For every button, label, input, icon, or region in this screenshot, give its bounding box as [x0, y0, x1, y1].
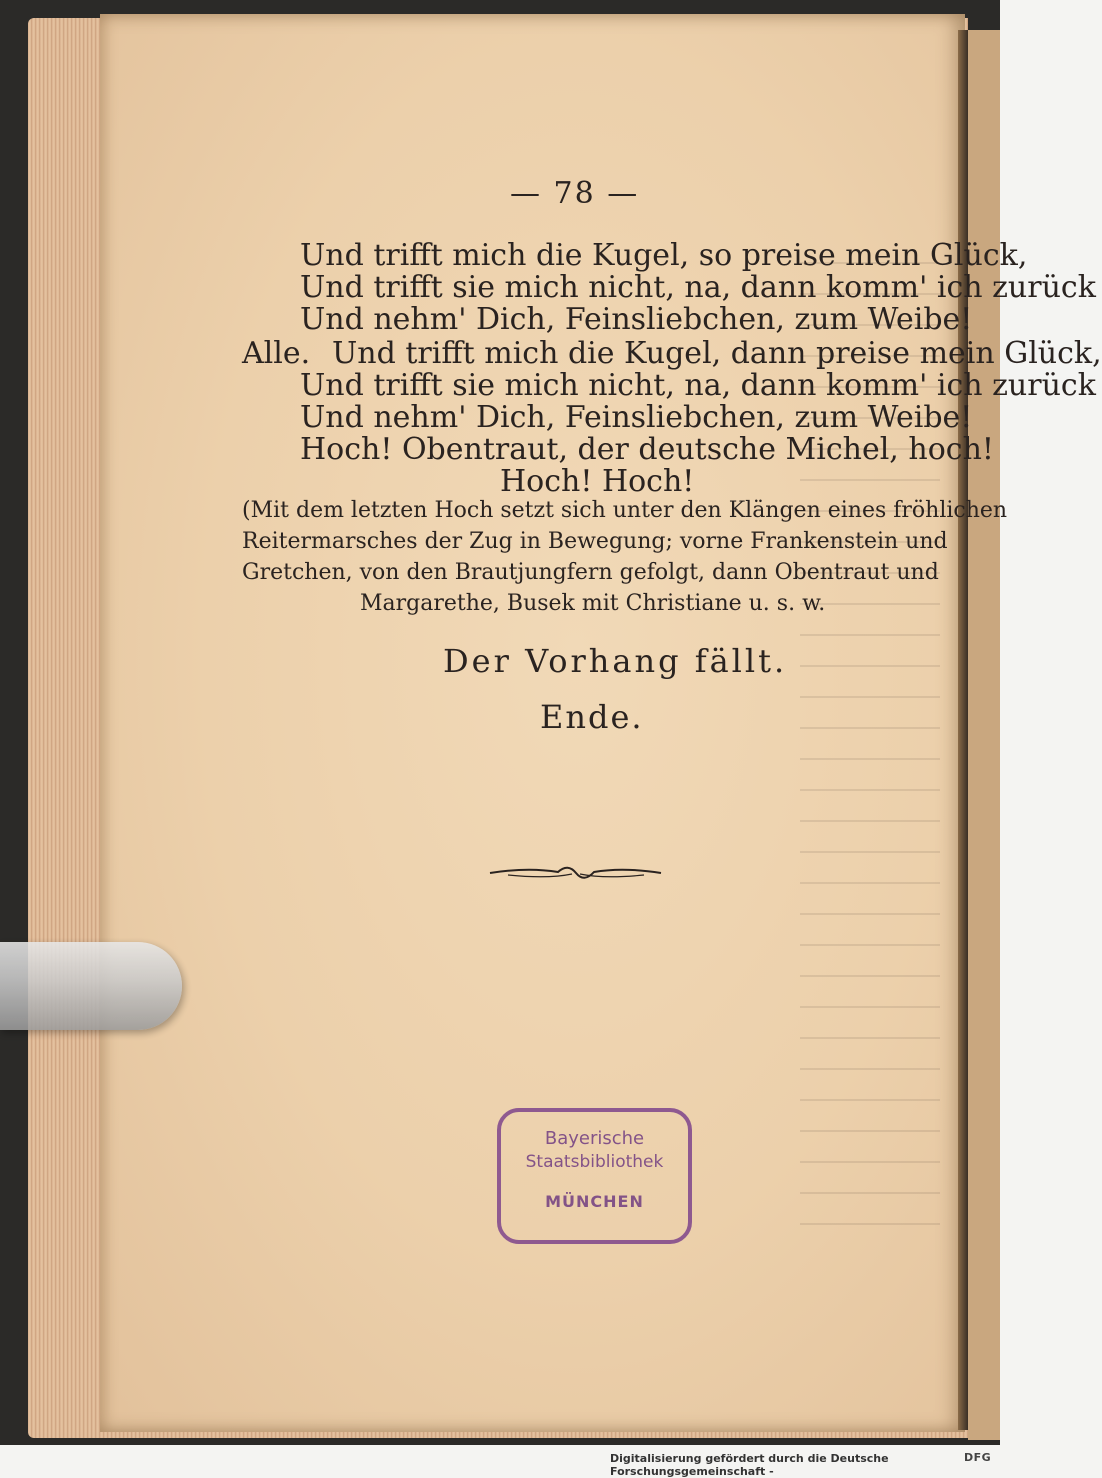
verse-line: Und trifft sie mich nicht, na, dann komm' ich zurück — [300, 270, 1096, 305]
curtain-line: Der Vorhang fällt. — [443, 642, 788, 680]
verse-line: Und nehm' Dich, Feinsliebchen, zum Weibe! — [300, 302, 973, 337]
dfg-logo: DFG — [964, 1451, 992, 1464]
stage-direction-line: Margarethe, Busek mit Christiane u. s. w. — [360, 591, 826, 616]
stamp-line: MÜNCHEN — [545, 1192, 644, 1211]
verse-line: Und nehm' Dich, Feinsliebchen, zum Weibe! — [300, 400, 973, 435]
verse-line: Und trifft mich die Kugel, so preise mein Glück, — [300, 238, 1028, 273]
digitization-footer: Digitalisierung gefördert durch die Deutsche Forschungsgemeinschaft - — [610, 1452, 889, 1478]
verse-line: Und trifft sie mich nicht, na, dann komm' ich zurück — [300, 368, 1096, 403]
stamp-line: Bayerische — [544, 1128, 645, 1149]
stamp-line: Staatsbibliothek — [525, 1152, 664, 1172]
verse-line: Und trifft mich die Kugel, dann preise mein Glück, — [332, 336, 1102, 371]
end-label: Ende. — [540, 698, 644, 736]
verse-line: Hoch! Hoch! — [500, 464, 695, 499]
verse-line: Hoch! Obentraut, der deutsche Michel, hoch! — [300, 432, 994, 467]
stage-direction-line: (Mit dem letzten Hoch setzt sich unter den Klängen eines fröhlichen — [242, 498, 1008, 523]
stage-direction-line: Reitermarsches der Zug in Bewegung; vorne Frankenstein und — [242, 529, 948, 554]
library-stamp — [497, 1108, 692, 1244]
stage-direction-line: Gretchen, von den Brautjungfern gefolgt, dann Obentraut und — [242, 560, 939, 585]
speaker-label: Alle. — [242, 336, 311, 371]
ornament-divider — [488, 858, 663, 888]
page-number: — 78 — — [510, 176, 640, 211]
page-holder-clip — [0, 942, 182, 1030]
